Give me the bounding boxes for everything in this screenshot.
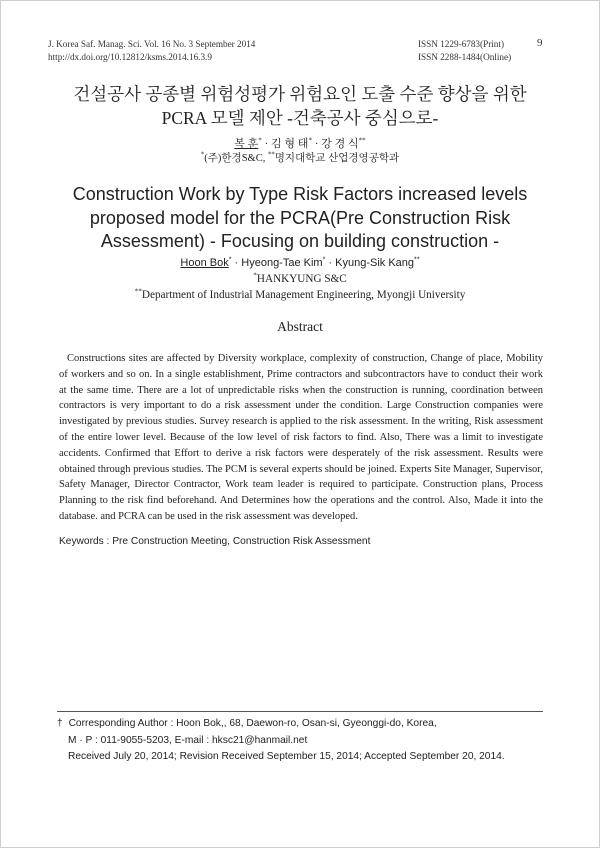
author-mark: * (258, 136, 262, 145)
english-affiliation (0, 289, 600, 301)
korean-title-line: PCRA 모델 제안 -건축공사 중심으로- (161, 108, 439, 128)
korean-affiliation-org: (주)한경S&C, (204, 153, 268, 164)
english-title (0, 183, 600, 254)
english-title-line: Assessment) - Focusing on building construction - (100, 231, 500, 251)
issn-header (418, 38, 511, 64)
contact-line: M · P : 011-9055-5203, E-mail : hksc21@hanmail.net (68, 735, 308, 746)
received-dates: Received July 20, 2014; Revision Received September 15, 2014; Accepted September 20, 2014. (68, 751, 505, 762)
author-separator: · (312, 138, 322, 150)
korean-author-name: 김 형 태 (271, 138, 309, 150)
corresponding-author: Corresponding Author : Hoon Bok,, 68, Daewon-ro, Osan-si, Gyeonggi-do, Korea, (68, 718, 437, 729)
journal-citation: J. Korea Saf. Manag. Sci. Vol. 16 No. 3 September 2014 (48, 39, 256, 49)
english-author-name: Kyung-Sik Kang (335, 257, 415, 269)
doi-link[interactable]: http://dx.doi.org/10.12812/ksms.2014.16.3.9 (48, 52, 212, 62)
korean-title (0, 82, 600, 130)
korean-author-name: 복 훈 (234, 138, 259, 150)
keywords: Keywords : Pre Construction Meeting, Construction Risk Assessment (59, 536, 371, 547)
english-title-line: Construction Work by Type Risk Factors increased levels (72, 184, 528, 204)
affiliation-text: HANKYUNG S&C (256, 273, 347, 285)
footnote-line (57, 718, 437, 729)
author-mark: ** (414, 255, 420, 264)
author-separator: · (325, 257, 336, 269)
author-mark: * (308, 136, 313, 145)
author-mark: ** (358, 136, 366, 145)
affiliation-mark: ** (267, 151, 275, 159)
english-author-name: Hoon Bok (180, 257, 229, 269)
affiliation-mark: * (200, 151, 205, 159)
abstract-heading: Abstract (277, 319, 323, 334)
english-author-name: Hyeong-Tae Kim (241, 257, 323, 269)
korean-author-name: 강 경 식 (321, 138, 359, 150)
abstract-body: Constructions sites are affected by Diversity workplace, complexity of construction, Change of place, Mobility of workers and so on. In a single establishment, Prime contractors and subcontractors have to conduct their work at the same time. There are a lot of unpredictable risks when the construction is running, coordination between contractors is very important to do a risk assessment under the condition. Large Construction companies were investigated by previous studies. Survey research is applied to the risk assessment. In the writing, Risk assessment of the entire lower level. Because of the low level of risk factors to find. Also, There was a limit to investigate accidents. Confirmed that Effort to derive a risk factors were desperately of the risk assessment. Results were obtained through previous studies. The PCM is several experts should be joined. Experts Site Manager, Supervisor, Safety Manager, Director Contractor, Work team leader is required to participate. Construction plans, Process Planning to the risk find beforehand. And Determines how the operations and the control. Also, Made it into the database. and PCRA can be used in the risk assessment was developed. (59, 353, 543, 522)
korean-title-line: 건설공사 공종별 위험성평가 위험요인 도출 수준 향상을 위한 (73, 84, 527, 104)
dagger-icon: † (57, 718, 63, 729)
affiliation-text: Department of Industrial Management Engineering, Myongji University (141, 289, 466, 301)
author-mark: * (228, 255, 232, 264)
affiliation-mark: ** (134, 287, 142, 296)
author-separator: · (261, 138, 272, 150)
author-mark: * (322, 255, 326, 264)
english-affiliation (0, 273, 600, 285)
issn-print: ISSN 1229-6783(Print) (418, 39, 505, 49)
journal-header (48, 38, 255, 64)
english-title-line: proposed model for the PCRA(Pre Construction Risk (89, 207, 511, 228)
page-number: 9 (537, 37, 543, 49)
english-authors (0, 257, 600, 269)
korean-affiliation (0, 150, 600, 165)
korean-authors (0, 135, 600, 151)
affiliation-mark: * (253, 271, 257, 280)
korean-affiliation-org: 명지대학교 산업경영공학과 (274, 153, 400, 164)
issn-online: ISSN 2288-1484(Online) (418, 52, 512, 62)
author-separator: · (231, 257, 242, 269)
footnote-divider (57, 711, 543, 712)
